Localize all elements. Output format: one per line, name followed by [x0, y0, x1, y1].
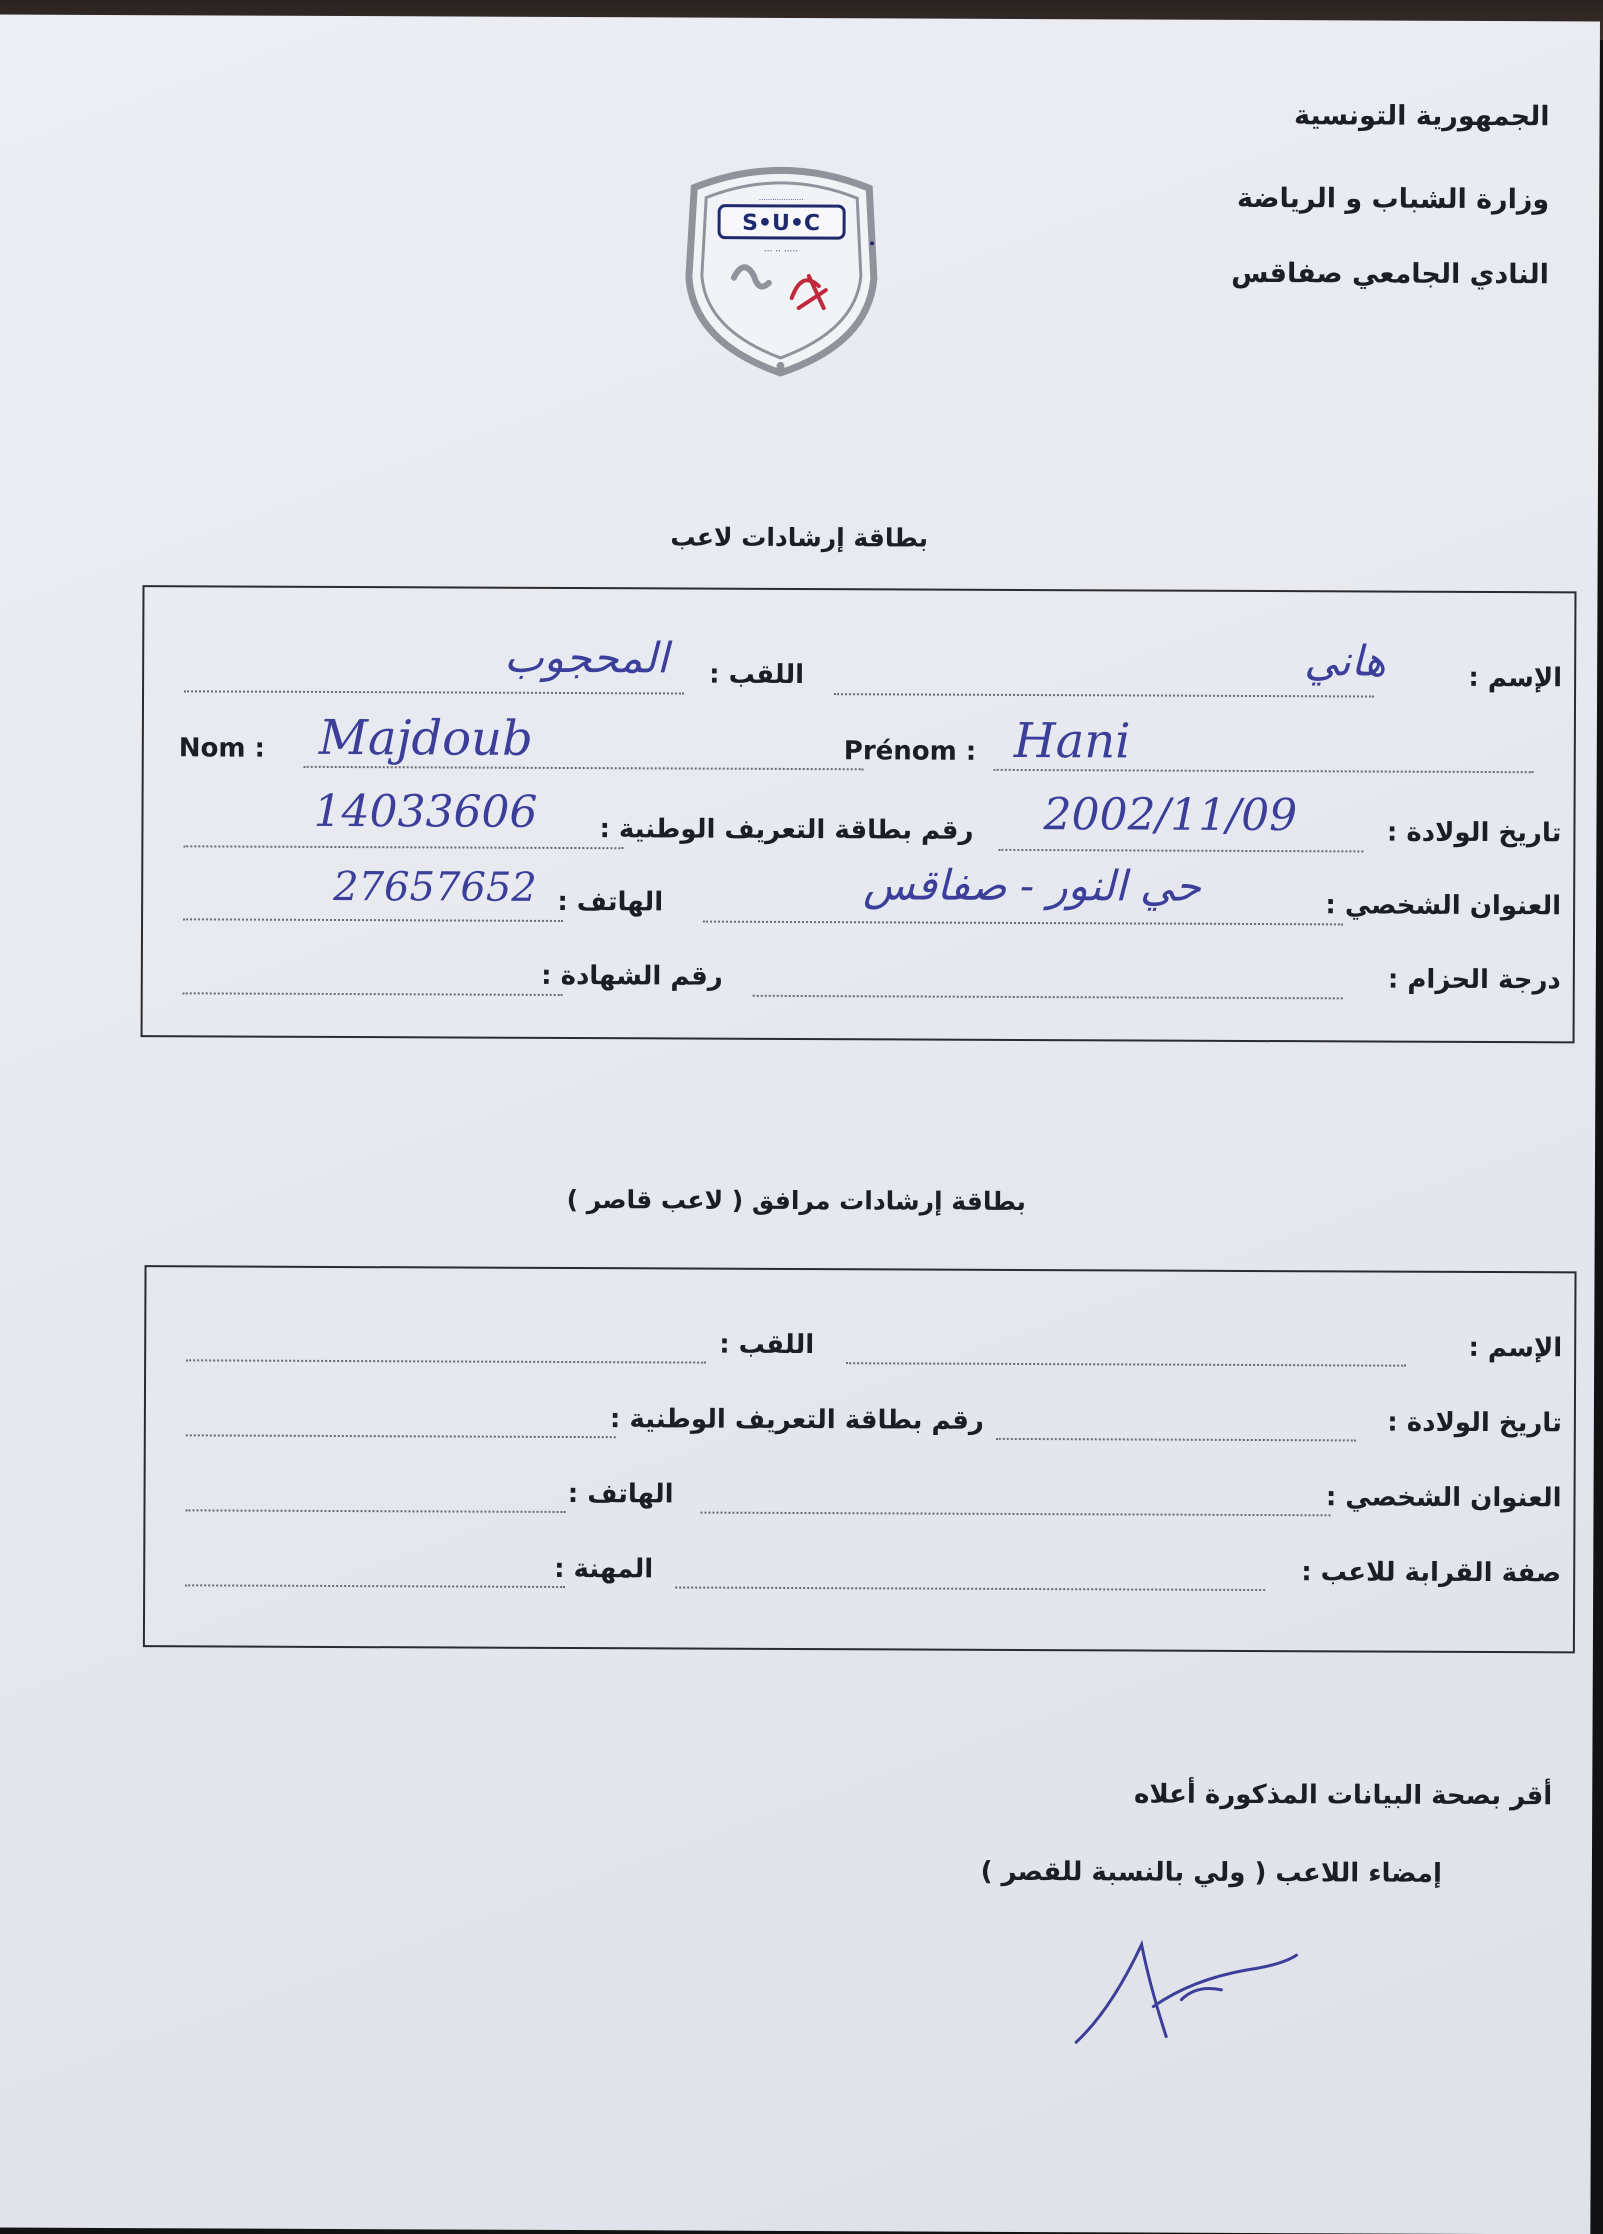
- player-birth-line: [998, 849, 1363, 853]
- svg-text:····················: ····················: [758, 195, 804, 205]
- certification-statement: أقر بصحة البيانات المذكورة أعلاه: [1134, 1779, 1553, 1812]
- player-nom-label: Nom :: [178, 733, 266, 764]
- player-birth-value: 2002/11/09: [1043, 789, 1298, 842]
- guardian-relation-line: [675, 1586, 1265, 1591]
- player-name-line: [834, 693, 1374, 697]
- player-nom-line: [304, 766, 864, 770]
- player-cin-label: رقم بطاقة التعريف الوطنية :: [599, 814, 974, 846]
- form-sheet: [0, 15, 1600, 2234]
- player-card: [141, 585, 1577, 1043]
- header-republic: الجمهورية التونسية: [1293, 100, 1550, 133]
- player-phone-label: الهاتف :: [557, 886, 664, 918]
- player-address-value: حي النور - صفاقس: [863, 860, 1201, 911]
- player-prenom-value: Hani: [1013, 712, 1131, 770]
- guardian-relation-label: صفة القرابة للاعب :: [1301, 1557, 1562, 1589]
- guardian-birth-line: [996, 1438, 1356, 1442]
- guardian-profession-line: [185, 1584, 565, 1588]
- guardian-phone-line: [185, 1509, 565, 1513]
- player-certificate-line: [183, 992, 563, 996]
- player-surname-line: [184, 690, 684, 694]
- player-nom-value: Majdoub: [318, 709, 533, 767]
- guardian-birth-label: تاريخ الولادة :: [1387, 1407, 1562, 1439]
- guardian-phone-label: الهاتف :: [567, 1479, 674, 1510]
- player-name-label: الإسم :: [1468, 662, 1563, 694]
- guardian-address-line: [700, 1512, 1330, 1517]
- guardian-surname-label: اللقب :: [719, 1329, 815, 1361]
- guardian-cin-line: [186, 1434, 616, 1438]
- player-certificate-label: رقم الشهادة :: [541, 960, 723, 992]
- player-cin-value: 14033606: [313, 785, 538, 838]
- player-card-title: بطاقة إرشادات لاعب: [670, 522, 929, 553]
- header-ministry: وزارة الشباب و الرياضة: [1237, 182, 1550, 216]
- player-phone-line: [183, 918, 563, 922]
- guardian-name-line: [846, 1362, 1406, 1366]
- club-logo-icon: [673, 157, 889, 383]
- player-surname-value: المحجوب: [504, 632, 669, 683]
- guardian-surname-line: [186, 1359, 706, 1363]
- signature-icon: [1071, 1924, 1302, 2050]
- player-address-label: العنوان الشخصي :: [1325, 890, 1562, 922]
- guardian-card-title: بطاقة إرشادات مرافق ( لاعب قاصر ): [566, 1184, 1027, 1216]
- guardian-profession-label: المهنة :: [554, 1553, 654, 1585]
- guardian-cin-label: رقم بطاقة التعريف الوطنية :: [609, 1404, 984, 1436]
- guardian-name-label: الإسم :: [1468, 1332, 1563, 1364]
- player-birth-label: تاريخ الولادة :: [1386, 817, 1562, 849]
- signature-label: إمضاء اللاعب ( ولي بالنسبة للقصر ): [980, 1856, 1442, 1889]
- player-cin-line: [183, 845, 623, 849]
- player-prenom-line: [994, 769, 1534, 773]
- player-surname-label: اللقب :: [709, 659, 805, 691]
- player-address-line: [703, 921, 1343, 926]
- logo-acronym: S•U•C: [742, 210, 821, 237]
- guardian-card: [143, 1265, 1577, 1653]
- header-club: النادي الجامعي صفاقس: [1231, 257, 1549, 291]
- guardian-address-label: العنوان الشخصي :: [1325, 1482, 1562, 1514]
- player-prenom-label: Prénom :: [843, 736, 977, 767]
- svg-text:··· ·· ·····: ··· ·· ·····: [763, 246, 799, 257]
- player-belt-label: درجة الحزام :: [1387, 964, 1561, 996]
- player-phone-value: 27657652: [333, 863, 537, 911]
- player-name-value: هاني: [1304, 636, 1386, 686]
- player-belt-line: [753, 995, 1343, 1000]
